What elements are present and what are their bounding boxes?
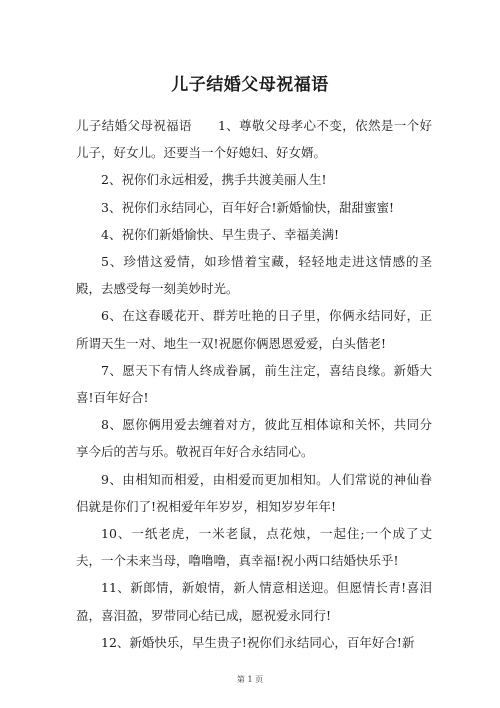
paragraph-5: 5、珍惜这爱情，如珍惜着宝藏，轻轻地走进这情感的圣殿，去感受每一刻美妙时光。	[76, 254, 432, 297]
paragraph-12: 12、新婚快乐，早生贵子!祝你们永结同心，百年好合!新	[101, 634, 415, 650]
paragraph-8: 8、愿你俩用爱去缠着对方，彼此互相体谅和关怀，共同分享今后的苦与乐。敬祝百年好合永结同心。	[76, 417, 432, 460]
first-paragraph-lead: 儿子结婚父母祝福语	[76, 118, 192, 133]
first-paragraph	[76, 112, 432, 166]
paragraph-6: 6、在这春暖花开、群芳吐艳的日子里，你俩永结同好，正所谓天生一对、地生一双!祝愿你俩恩恩爱爱，白头偕老!	[76, 308, 432, 351]
paragraph-2: 2、祝你们永远相爱，携手共渡美丽人生!	[101, 172, 327, 188]
page-number: 第 1 页	[236, 675, 264, 684]
paragraph-9: 9、由相知而相爱，由相爱而更加相知。人们常说的神仙眷侣就是你们了!祝相爱年年岁岁，相知岁岁年年!	[76, 471, 432, 514]
paragraph-7: 7、愿天下有情人终成眷属，前生注定，喜结良缘。新婚大喜!百年好合!	[76, 362, 432, 406]
first-paragraph-text: 1、尊敬父母孝心不变，依然是一个好儿子，好女儿。还要当一个好媳妇、好女婿。	[76, 118, 432, 161]
paragraph-10: 10、一纸老虎，一米老鼠，点花烛，一起住;一个成了丈夫，一个未来当母，噜噜噜，真幸福!祝小两口结婚快乐乎!	[76, 526, 432, 569]
paragraph-11: 11、新郎情，新娘情，新人情意相送迎。但愿情长青!喜泪盈，喜泪盈，罗带同心结已成，愿祝爱永同行!	[76, 580, 432, 623]
document-body	[76, 112, 432, 656]
page-title: 儿子结婚父母祝福语	[171, 75, 329, 95]
paragraph-4: 4、祝你们新婚愉快、早生贵子、幸福美满!	[101, 226, 339, 242]
paragraph-3: 3、祝你们永结同心，百年好合!新婚愉快，甜甜蜜蜜!	[101, 199, 395, 215]
